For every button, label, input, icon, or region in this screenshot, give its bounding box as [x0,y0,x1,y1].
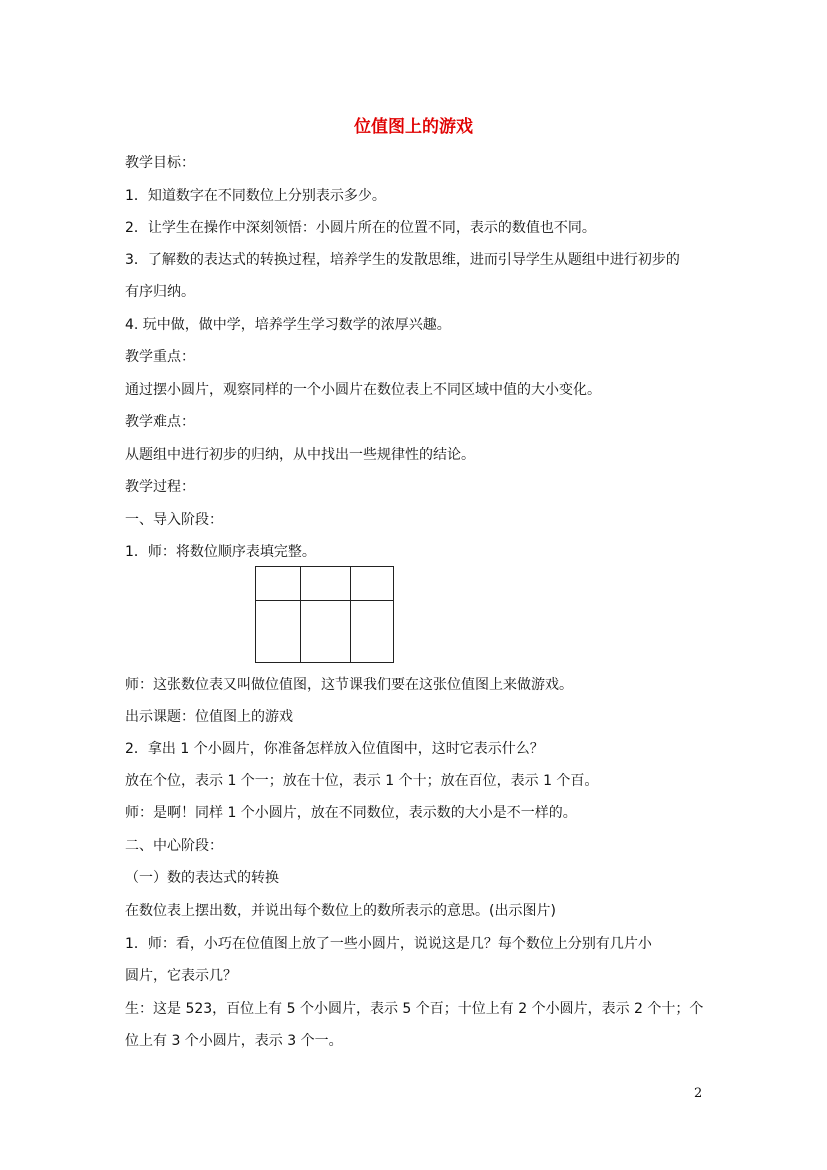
objective-2: 2．让学生在操作中深刻领悟：小圆片所在的位置不同，表示的数值也不同。 [125,220,596,236]
subsection-1: （一）数的表达式的转换 [125,870,279,886]
place-value-table [255,566,394,663]
section-center: 二、中心阶段： [125,838,223,854]
objective-3-cont: 有序归纳。 [125,284,195,300]
document-title: 位值图上的游戏 [354,117,473,137]
intro-step-1: 1．师：将数位顺序表填完整。 [125,544,316,560]
difficulty-text: 从题组中进行初步的归纳，从中找出一些规律性的结论。 [125,447,475,463]
heading-key-points: 教学重点： [125,349,195,365]
student-answer-cont: 位上有 3 个小圆片，表示 3 个一。 [125,1033,343,1049]
heading-process: 教学过程： [125,479,195,495]
section-intro: 一、导入阶段： [125,512,223,528]
show-title-line: 出示课题：位值图上的游戏 [125,709,293,725]
instruction-line: 在数位表上摆出数，并说出每个数位上的数所表示的意思。(出示图片) [125,903,556,919]
key-point-text: 通过摆小圆片，观察同样的一个小圆片在数位表上不同区域中值的大小变化。 [125,382,601,398]
teacher-line-2: 师：是啊！同样 1 个小圆片，放在不同数位，表示数的大小是不一样的。 [125,805,577,821]
objective-3: 3．了解数的表达式的转换过程，培养学生的发散思维，进而引导学生从题组中进行初步的 [125,252,680,268]
heading-difficulties: 教学难点： [125,414,195,430]
objective-4: 4. 玩中做，做中学，培养学生学习数学的浓厚兴趣。 [125,317,451,333]
table-row-divider [256,600,393,601]
center-step-1: 1．师：看，小巧在位值图上放了一些小圆片，说说这是几？每个数位上分别有几片小 [125,936,652,952]
heading-objectives: 教学目标： [125,155,195,171]
student-answer: 生：这是 523，百位上有 5 个小圆片，表示 5 个百；十位上有 2 个小圆片，表示 2 个十；个 [125,1001,704,1017]
teacher-line-1: 师：这张数位表又叫做位值图，这节课我们要在这张位值图上来做游戏。 [125,677,573,693]
objective-1: 1．知道数字在不同数位上分别表示多少。 [125,188,386,204]
table-column-divider [300,567,301,662]
table-column-divider [350,567,351,662]
center-step-1-cont: 圆片，它表示几？ [125,968,237,984]
intro-step-2: 2．拿出 1 个小圆片，你准备怎样放入位值图中，这时它表示什么？ [125,741,544,757]
answer-line: 放在个位，表示 1 个一；放在十位，表示 1 个十；放在百位，表示 1 个百。 [125,773,599,789]
page-number: 2 [694,1086,703,1101]
